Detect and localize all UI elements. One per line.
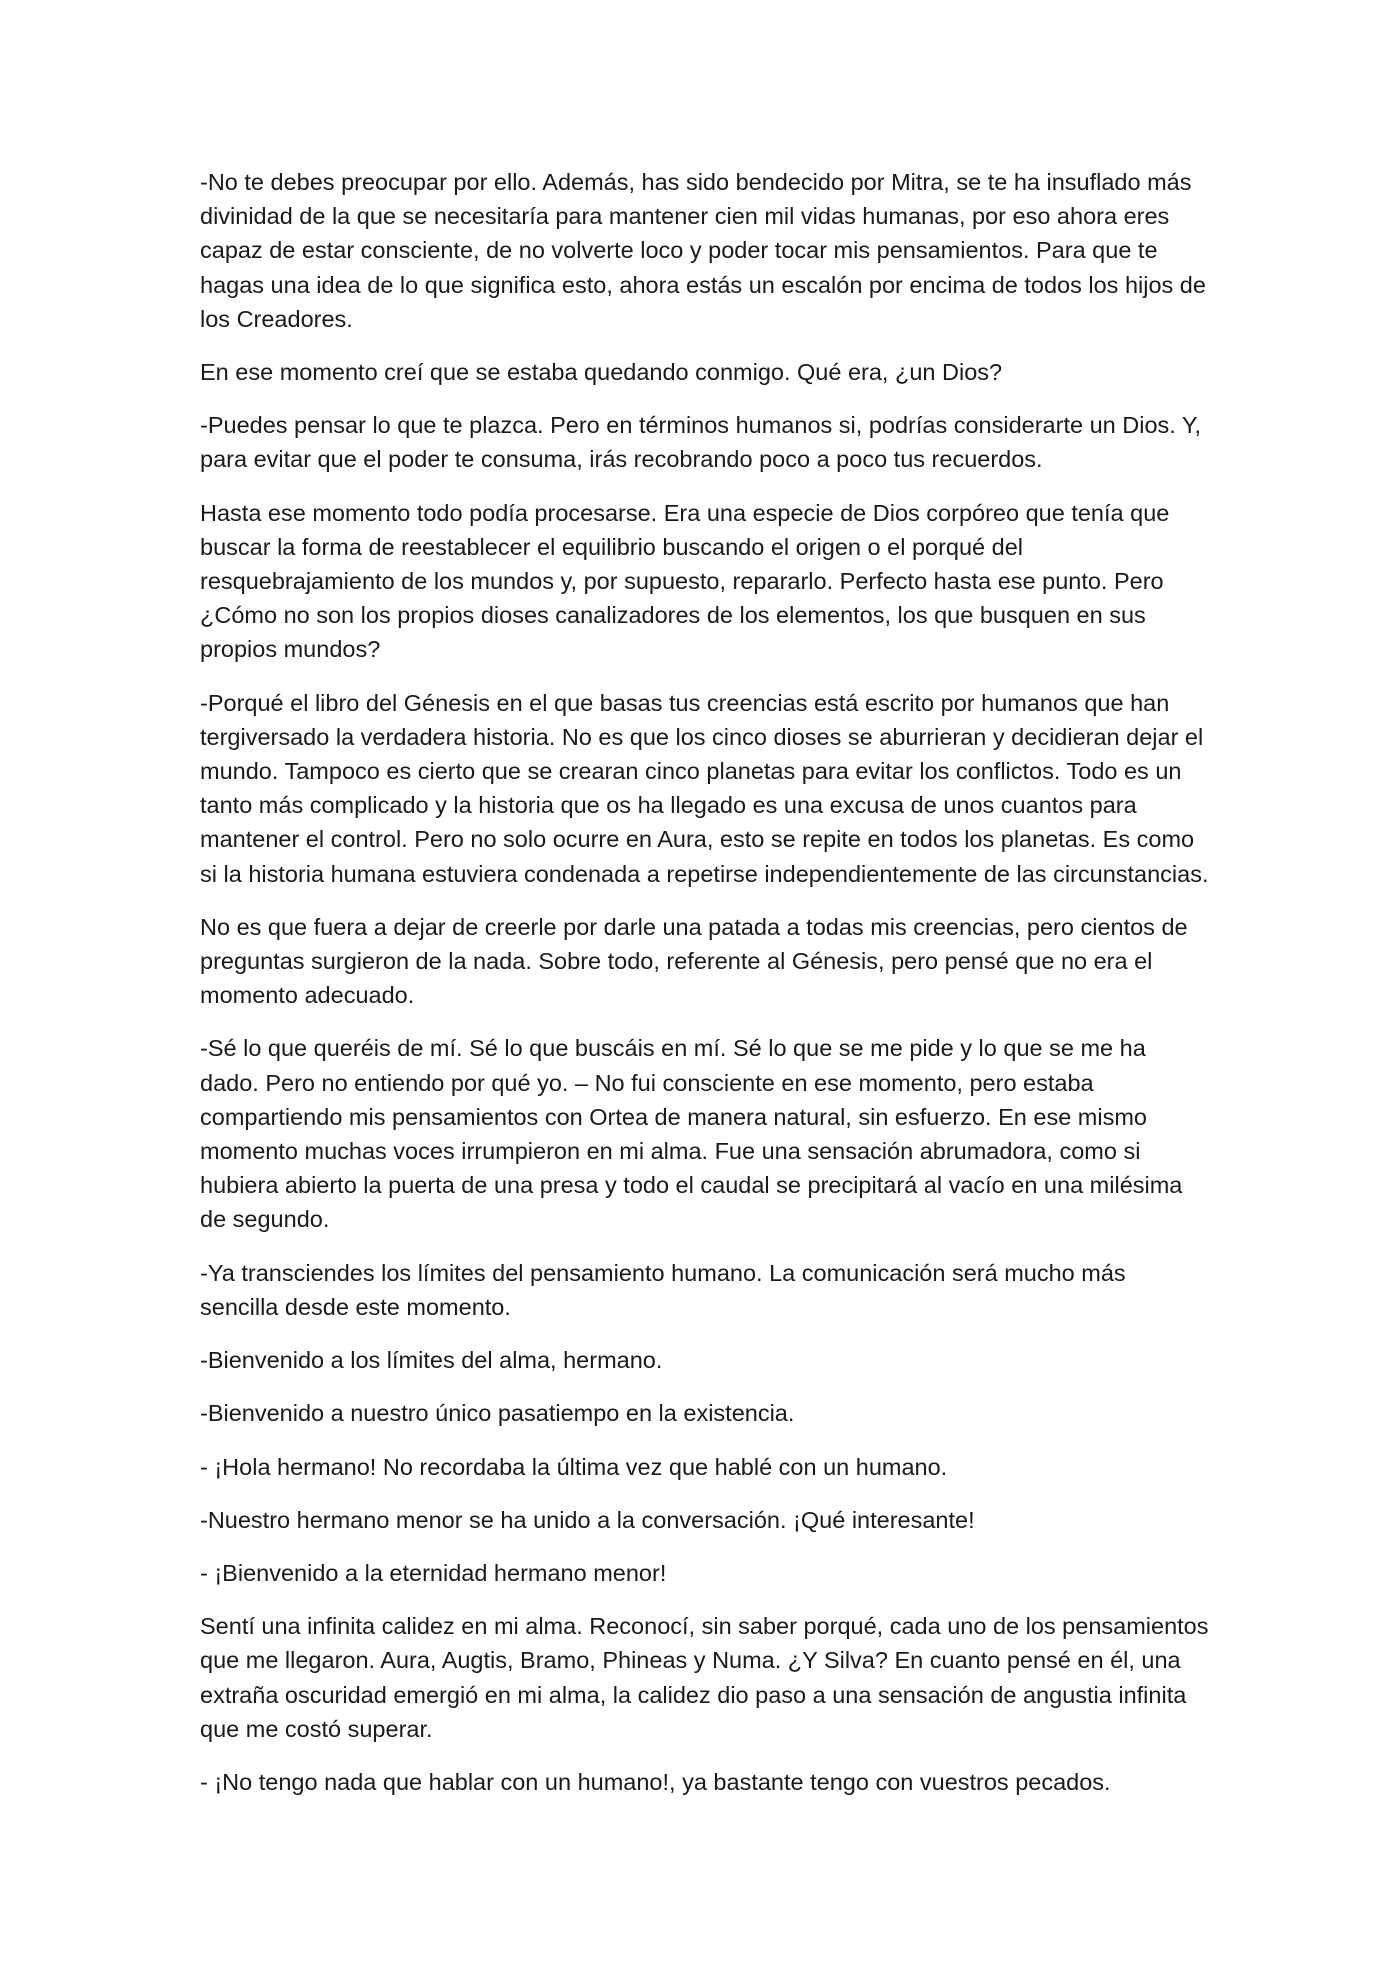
paragraph: No es que fuera a dejar de creerle por darle una patada a todas mis creencias, pero cientos de preguntas surgieron de la nada. Sobre todo, referente al Génesis, pero pensé que no era el momento adecuado. xyxy=(200,913,1188,1009)
paragraph: -Bienvenido a los límites del alma, hermano. xyxy=(200,1347,663,1374)
paragraph: -Sé lo que queréis de mí. Sé lo que buscáis en mí. Sé lo que se me pide y lo que se me ha dado. Pero no entiendo por qué yo. – No fui consciente en ese momento, pero estaba compartiendo mis pensamientos con Ortea de manera natural, sin esfuerzo. En ese mismo momento muchas voces irrumpieron en mi alma. Fue una sensación abrumadora, como si hubiera abierto la puerta de una presa y todo el caudal se precipitará al vacío en una milésima de segundo. xyxy=(200,1035,1183,1233)
paragraph: Hasta ese momento todo podía procesarse. Era una especie de Dios corpóreo que tenía que buscar la forma de reestablecer el equilibrio buscando el origen o el porqué del resquebrajamiento de los mundos y, por supuesto, repararlo. Perfecto hasta ese punto. Pero ¿Cómo no son los propios dioses canalizadores de los elementos, los que busquen en sus propios mundos? xyxy=(200,499,1170,663)
paragraph: Sentí una infinita calidez en mi alma. Reconocí, sin saber porqué, cada uno de los pensamientos que me llegaron. Aura, Augtis, Bramo, Phineas y Numa. ¿Y Silva? En cuanto pensé en él, una extraña oscuridad emergió en mi alma, la calidez dio paso a una sensación de angustia infinita que me costó superar. xyxy=(200,1613,1209,1742)
paragraph: -No te debes preocupar por ello. Además, has sido bendecido por Mitra, se te ha insuflado más divinidad de la que se necesitaría para mantener cien mil vidas humanas, por eso ahora eres capaz de estar consciente, de no volverte loco y poder tocar mis pensamientos. Para que te hagas una idea de lo que significa esto, ahora estás un escalón por encima de todos los hijos de los Creadores. xyxy=(200,169,1206,332)
paragraph: -Ya transciendes los límites del pensamiento humano. La comunicación será mucho más sencilla desde este momento. xyxy=(200,1259,1126,1320)
paragraph: -Puedes pensar lo que te plazca. Pero en términos humanos si, podrías considerarte un Dios. Y, para evitar que el poder te consuma, irás recobrando poco a poco tus recuerdos. xyxy=(200,412,1202,473)
document-body xyxy=(200,165,1210,1818)
paragraph: -Bienvenido a nuestro único pasatiempo en la existencia. xyxy=(200,1400,795,1427)
paragraph: -Nuestro hermano menor se ha unido a la conversación. ¡Qué interesante! xyxy=(200,1506,975,1533)
paragraph: En ese momento creí que se estaba quedando conmigo. Qué era, ¿un Dios? xyxy=(200,359,1003,386)
paragraph: -Porqué el libro del Génesis en el que basas tus creencias está escrito por humanos que han tergiversado la verdadera historia. No es que los cinco dioses se aburrieran y decidieran dejar el mundo. Tampoco es cierto que se crearan cinco planetas para evitar los conflictos. Todo es un tanto más complicado y la historia que os ha llegado es una excusa de unos cuantos para mantener el control. Pero no solo ocurre en Aura, esto se repite en todos los planetas. Es como si la historia humana estuviera condenada a repetirse independientemente de las circunstancias. xyxy=(200,689,1209,887)
paragraph: - ¡Bienvenido a la eternidad hermano menor! xyxy=(200,1559,667,1586)
paragraph: - ¡No tengo nada que hablar con un humano!, ya bastante tengo con vuestros pecados. xyxy=(200,1768,1111,1795)
paragraph: - ¡Hola hermano! No recordaba la última vez que hablé con un humano. xyxy=(200,1453,948,1480)
